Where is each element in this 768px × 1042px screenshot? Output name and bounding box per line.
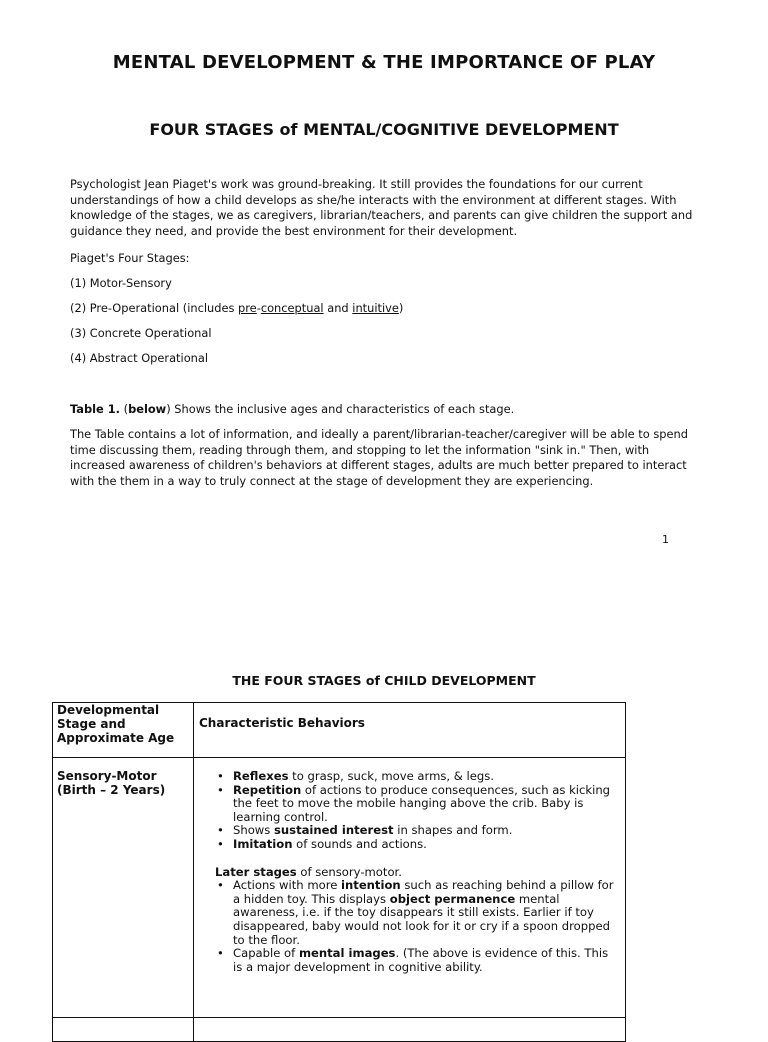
table-reference (70, 402, 514, 417)
stage-1: (1) Motor-Sensory (70, 276, 172, 290)
intro-paragraph: Psychologist Jean Piaget's work was ground-breaking. It still provides the foundations for our current understandings of how a child develops as she/he interacts with the environment at different stages. With knowledge of the stages, we as caregivers, librarian/teachers, and parents can give children the support and guidance they need, and provide the best environment for their development. (70, 177, 693, 238)
stage-name: Sensory-Motor (57, 769, 157, 783)
stage-2-dash: - (256, 301, 261, 315)
stage-age: (Birth – 2 Years) (57, 782, 166, 797)
table-ref-below: below (128, 402, 167, 416)
behaviors-cell-sensory-motor (215, 770, 619, 974)
table-column-divider (193, 703, 194, 1041)
stage-2-prefix: (2) Pre-Operational (includes (70, 301, 239, 315)
table-row-divider (53, 1017, 625, 1018)
stage-cell-sensory-motor (57, 770, 189, 797)
stage-4: (4) Abstract Operational (70, 351, 209, 365)
stage-2-conceptual: conceptual (260, 301, 324, 315)
list-item: • Actions with more intention such as reaching behind a pillow for a hidden toy. This displays object permanence mental awareness, i.e. if the toy disappears it still exists. Earlier if toy disappeared, baby would not look for it or cry if a spoon dropped to the floor. (233, 879, 619, 947)
stage-2-pre: pre (238, 301, 257, 315)
table-ref-text: Shows the inclusive ages and characteristics of each stage. (170, 402, 515, 416)
stage-2-and: and (323, 301, 353, 315)
table-ref-open: ( (120, 402, 129, 416)
list-item: • Repetition of actions to produce consequences, such as kicking the feet to move the mobile hanging above the crib. Baby is learning control. (233, 784, 619, 825)
table-title: THE FOUR STAGES of CHILD DEVELOPMENT (232, 673, 536, 688)
header-stage-age: Developmental Stage and Approximate Age (57, 703, 175, 745)
stage-2 (70, 301, 403, 316)
table-ref-label: Table 1. (70, 402, 120, 416)
list-item: • Imitation of sounds and actions. (233, 838, 619, 852)
stage-2-intuitive: intuitive (352, 301, 399, 315)
list-item: • Reflexes to grasp, suck, move arms, & legs. (233, 770, 619, 784)
later-behaviors-list (215, 879, 619, 974)
list-item: • Shows sustained interest in shapes and form. (233, 824, 619, 838)
header-behaviors: Characteristic Behaviors (199, 716, 365, 730)
behaviors-list (215, 770, 619, 852)
stage-3: (3) Concrete Operational (70, 326, 212, 340)
document-subtitle: FOUR STAGES of MENTAL/COGNITIVE DEVELOPMENT (149, 120, 619, 139)
table-ref-close: ) (166, 402, 171, 416)
table-header-divider (53, 757, 625, 758)
stages-heading: Piaget's Four Stages: (70, 251, 190, 265)
document-title: MENTAL DEVELOPMENT & THE IMPORTANCE OF PLAY (112, 52, 656, 73)
stage-2-close: ) (398, 301, 404, 315)
table-note-paragraph: The Table contains a lot of information, and ideally a parent/librarian-teacher/caregiver will be able to spend time discussing them, reading through them, and stopping to let the information "sink in." Then, with increased awareness of children's behaviors at different stages, adults are much better prepared to interact with the them in a way to truly connect at the stage of development they are experiencing. (70, 427, 688, 488)
list-item: • Capable of mental images. (The above is evidence of this. This is a major development in cognitive ability. (233, 947, 619, 974)
later-stages-heading: Later stages of sensory-motor. (215, 864, 402, 879)
stages-table (52, 702, 626, 1042)
page-number: 1 (662, 533, 669, 546)
